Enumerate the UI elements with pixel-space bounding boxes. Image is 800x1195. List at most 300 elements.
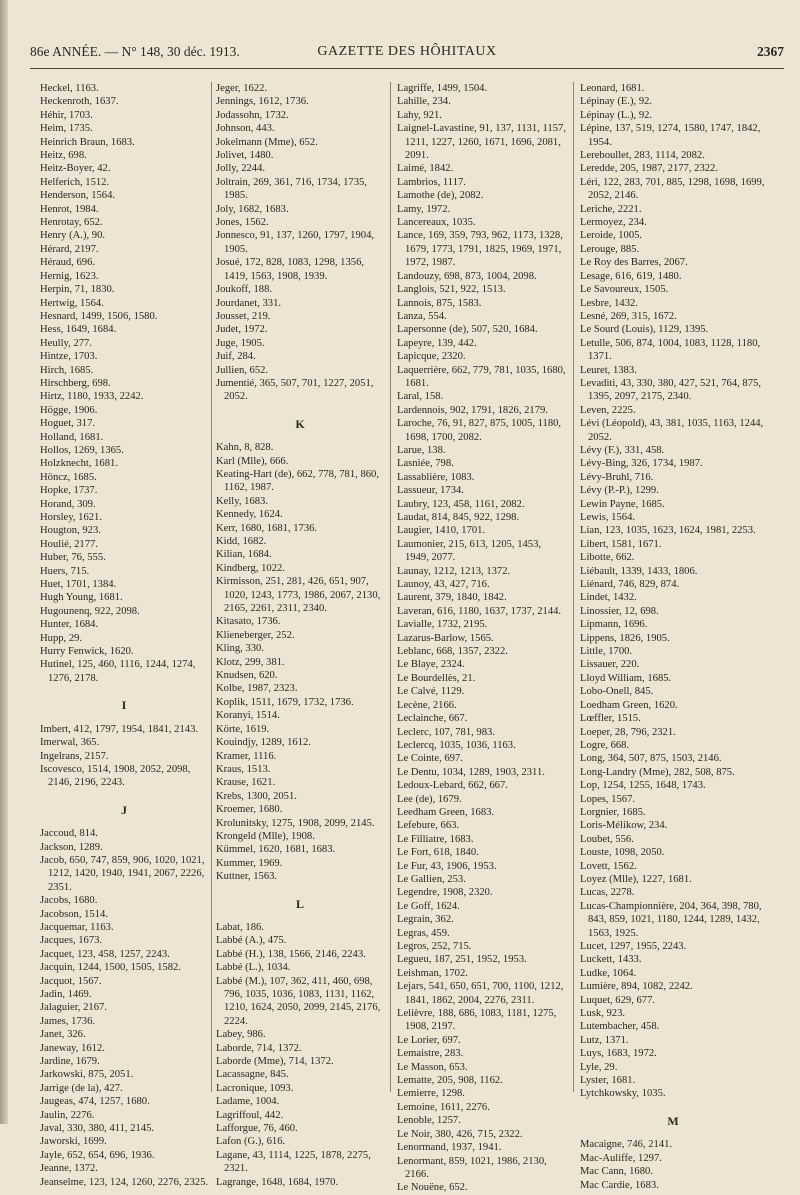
- index-entry: Jousset, 219.: [216, 310, 271, 322]
- index-entry: Jumentié, 365, 507, 701, 1227, 2051, 2052.: [216, 377, 374, 403]
- index-entry: Lassablière, 1083.: [397, 471, 475, 483]
- index-entry: Holland, 1681.: [40, 431, 104, 443]
- index-entry: Le Roy des Barres, 2067.: [580, 257, 688, 269]
- index-entry: Hernig, 1623.: [40, 270, 99, 282]
- index-entry: Kitasato, 1736.: [216, 616, 281, 628]
- index-entry: Huber, 76, 555.: [40, 552, 106, 564]
- index-entry: Lorgnier, 1685.: [580, 806, 646, 818]
- index-entry: Lermoyez, 234.: [580, 217, 647, 229]
- index-entry: Hoguet, 317.: [40, 418, 96, 430]
- index-entry: Imerwal, 365.: [40, 737, 100, 749]
- index-entry: Huers, 715.: [40, 565, 90, 577]
- index-entry: Heitz, 698.: [40, 150, 87, 162]
- index-column-2: [216, 82, 384, 1189]
- index-entry: Lafforgue, 76, 460.: [216, 1123, 298, 1135]
- index-entry: Le Savoureux, 1505.: [580, 284, 669, 296]
- index-entry: Labat, 186.: [216, 921, 264, 933]
- index-entry: Körte, 1619.: [216, 723, 270, 735]
- index-entry: Lapicque, 2320.: [397, 351, 466, 363]
- index-entry: Hunter, 1684.: [40, 619, 99, 631]
- index-entry: Höncz, 1685.: [40, 471, 97, 483]
- index-column-4: [580, 82, 766, 1192]
- index-entry: Hurry Fenwick, 1620.: [40, 646, 134, 658]
- index-entry: Levaditi, 43, 330, 380, 427, 521, 764, 875, 1395, 2097, 2175, 2340.: [580, 377, 761, 403]
- index-entry: Hopke, 1737.: [40, 485, 98, 497]
- index-entry: Le Goff, 1624.: [397, 900, 460, 912]
- index-entry: Lereboullet, 283, 1114, 2082.: [580, 150, 705, 162]
- index-entry: Jacobson, 1514.: [40, 908, 108, 920]
- index-entry: Lardennois, 902, 1791, 1826, 2179.: [397, 404, 548, 416]
- index-entry: Lusk, 923.: [580, 1008, 626, 1020]
- index-entry: Hougton, 923.: [40, 525, 101, 537]
- index-entry: Lassueur, 1734.: [397, 485, 464, 497]
- index-entry: Knudsen, 620.: [216, 670, 278, 682]
- index-entry: Lavialle, 1732, 2195.: [397, 619, 488, 631]
- index-entry: Loeper, 28, 796, 2321.: [580, 726, 676, 738]
- index-entry: Lahy, 921.: [397, 109, 442, 121]
- index-entry: Lejars, 541, 650, 651, 700, 1100, 1212, 1841, 1862, 2004, 2276, 2311.: [397, 981, 564, 1006]
- index-entry: Leredde, 205, 1987, 2177, 2322.: [580, 163, 718, 175]
- index-entry: Krause, 1621.: [216, 777, 276, 789]
- index-entry: Hirch, 1685.: [40, 364, 94, 376]
- index-entry: Lyster, 1681.: [580, 1075, 636, 1087]
- index-entry: Loyez (Mlle), 1227, 1681.: [580, 873, 692, 885]
- index-entry: Hugh Young, 1681.: [40, 592, 123, 604]
- index-entry: Jeanne, 1372.: [40, 1163, 98, 1175]
- index-entry: Le Lorier, 697.: [397, 1034, 461, 1046]
- index-entry: Leclerc, 107, 781, 983.: [397, 726, 495, 738]
- index-entry: Mac Cann, 1680.: [580, 1166, 653, 1178]
- section-letter: I: [121, 698, 127, 713]
- index-entry: Lépine, 137, 519, 1274, 1580, 1747, 1842, 1954.: [580, 123, 761, 148]
- index-entry: Josué, 172, 828, 1083, 1298, 1356, 1419, 1563, 1908, 1939.: [216, 257, 365, 282]
- index-entry: Lindet, 1432.: [580, 592, 637, 604]
- index-entry: Laborde (Mme), 714, 1372.: [216, 1056, 334, 1068]
- index-entry: Javal, 330, 380, 411, 2145.: [40, 1123, 155, 1135]
- index-entry: Le Sourd (Louis), 1129, 1395.: [580, 324, 709, 336]
- index-entry: Leclercq, 1035, 1036, 1163.: [397, 739, 516, 751]
- index-entry: Laral, 158.: [397, 391, 444, 403]
- index-entry: Jolly, 2244.: [216, 163, 266, 175]
- index-entry: Lee (de), 1679.: [397, 793, 462, 805]
- index-entry: Le Nouëne, 652.: [397, 1182, 468, 1194]
- index-entry: Joly, 1682, 1683.: [216, 203, 289, 215]
- index-entry: Lobo-Onell, 845.: [580, 686, 654, 698]
- index-entry: Louste, 1098, 2050.: [580, 847, 665, 859]
- index-entry: Laubry, 123, 458, 1161, 2082.: [397, 498, 525, 510]
- index-entry: Labbé (H.), 138, 1566, 2146, 2243.: [216, 948, 366, 960]
- index-entry: Labbé (L.), 1034.: [216, 962, 291, 974]
- index-entry: Jourdanet, 331.: [216, 297, 282, 309]
- index-entry: Laroche, 76, 91, 827, 875, 1005, 1180, 1698, 1700, 2082.: [397, 418, 562, 443]
- index-entry: Lévy (P.-P.), 1299.: [580, 485, 659, 497]
- index-entry: Le Blaye, 2324.: [397, 659, 465, 671]
- index-entry: Loedham Green, 1620.: [580, 699, 678, 711]
- index-entry: Le Fort, 618, 1840.: [397, 847, 479, 859]
- index-entry: Leedham Green, 1683.: [397, 806, 495, 818]
- index-entry: Kennedy, 1624.: [216, 509, 283, 521]
- index-entry: Högge, 1906.: [40, 404, 98, 416]
- index-entry: Jayle, 652, 654, 696, 1936.: [40, 1149, 155, 1161]
- index-entry: Heully, 277.: [40, 337, 92, 349]
- index-entry: Hirtz, 1180, 1933, 2242.: [40, 391, 144, 403]
- issue-info: 86e ANNÉE. — N° 148, 30 déc. 1913.: [30, 44, 240, 59]
- index-entry: Helferich, 1512.: [40, 176, 110, 188]
- index-entry: Judet, 1972.: [216, 324, 268, 336]
- index-entry: Hesnard, 1499, 1506, 1580.: [40, 310, 158, 322]
- index-entry: Lacassagne, 845.: [216, 1069, 289, 1081]
- index-entry: Lévi (Léopold), 43, 381, 1035, 1163, 1244, 2052.: [580, 418, 764, 443]
- index-entry: Hollos, 1269, 1365.: [40, 444, 124, 456]
- index-entry: Libert, 1581, 1671.: [580, 538, 662, 550]
- index-entry: Lematte, 205, 908, 1162.: [397, 1075, 503, 1087]
- index-entry: Lapeyre, 139, 442.: [397, 337, 477, 349]
- index-entry: Laveran, 616, 1180, 1637, 1737, 2144.: [397, 605, 562, 617]
- index-entry: Krongeld (Mlle), 1908.: [216, 830, 315, 842]
- index-entry: Heitz-Boyer, 42.: [40, 163, 111, 175]
- index-entry: Kuttner, 1563.: [216, 871, 278, 883]
- index-entry: Lenormant, 859, 1021, 1986, 2130, 2166.: [397, 1155, 547, 1180]
- index-entry: Horsley, 1621.: [40, 512, 102, 523]
- index-entry: Ingelrans, 2157.: [40, 750, 109, 762]
- index-entry: Lagriffoul, 442.: [216, 1109, 284, 1121]
- page-edge: [0, 0, 8, 1124]
- index-entry: Lerouge, 885.: [580, 243, 640, 255]
- index-entry: Luckett, 1433.: [580, 954, 642, 966]
- index-entry: Langlois, 521, 922, 1513.: [397, 284, 506, 296]
- index-entry: Kirmisson, 251, 281, 426, 651, 907, 1020, 1243, 1773, 1986, 2067, 2130, 2165, 2261, 2311, 2340.: [216, 576, 381, 615]
- index-entry: Launoy, 43, 427, 716.: [397, 579, 490, 591]
- index-entry: Jolivet, 1480.: [216, 150, 274, 162]
- index-column-1: [40, 82, 208, 1189]
- index-entry: Leroide, 1005.: [580, 230, 643, 242]
- index-entry: Juge, 1905.: [216, 337, 265, 349]
- index-entry: Legras, 459.: [397, 927, 450, 939]
- index-entry: Lipmann, 1696.: [580, 619, 648, 631]
- index-entry: Lloyd William, 1685.: [580, 672, 672, 684]
- index-entry: Le Masson, 653.: [397, 1061, 468, 1073]
- index-entry: Mac-Auliffe, 1297.: [580, 1152, 662, 1164]
- index-entry: Ladame, 1004.: [216, 1096, 280, 1108]
- index-entry: Lop, 1254, 1255, 1648, 1743.: [580, 780, 706, 792]
- index-entry: Jacques, 1673.: [40, 935, 103, 947]
- index-entry: Le Fur, 43, 1906, 1953.: [397, 860, 497, 872]
- index-entry: Lœffler, 1515.: [580, 713, 641, 725]
- index-entry: Karl (Mlle), 666.: [216, 455, 289, 467]
- index-entry: Janeway, 1612.: [40, 1042, 105, 1054]
- index-entry: Laugier, 1410, 1701.: [397, 525, 486, 537]
- index-entry: Kroemer, 1680.: [216, 804, 283, 816]
- index-entry: Lewin Payne, 1685.: [580, 498, 665, 510]
- index-entry: Herpin, 71, 1830.: [40, 284, 115, 296]
- index-entry: Hugounenq, 922, 2098.: [40, 605, 140, 617]
- index-entry: Labbé (A.), 475.: [216, 935, 287, 947]
- journal-title: GAZETTE DES HÔHITAUX: [317, 44, 497, 59]
- index-entry: Lancereaux, 1035.: [397, 217, 476, 229]
- index-entry: Jokelmann (Mme), 652.: [216, 136, 318, 148]
- index-entry: Lambrios, 1117.: [397, 176, 466, 188]
- index-entry: Lucas, 2278.: [580, 887, 635, 899]
- index-entry: Labey, 986.: [216, 1029, 266, 1041]
- index-entry: Hutinel, 125, 460, 1116, 1244, 1274, 1276, 2178.: [40, 659, 196, 684]
- index-entry: Koplik, 1511, 1679, 1732, 1736.: [216, 696, 354, 708]
- index-entry: Leclainche, 667.: [397, 713, 468, 725]
- index-entry: Heckel, 1163.: [40, 83, 99, 94]
- index-entry: Huet, 1701, 1384.: [40, 579, 117, 591]
- index-entry: Leishman, 1702.: [397, 967, 468, 979]
- index-entry: Le Cointe, 697.: [397, 753, 463, 765]
- index-entry: Lefebure, 663.: [397, 820, 460, 832]
- index-entry: Leuret, 1383.: [580, 364, 637, 376]
- index-entry: Laurent, 379, 1840, 1842.: [397, 592, 507, 604]
- index-entry: Lumière, 894, 1082, 2242.: [580, 981, 693, 993]
- index-entry: Keating-Hart (de), 662, 778, 781, 860, 1162, 1987.: [216, 468, 379, 494]
- index-entry: Landouzy, 698, 873, 1004, 2098.: [397, 270, 537, 282]
- index-entry: Lemaistre, 283.: [397, 1048, 464, 1060]
- index-entry: Jaugeas, 474, 1257, 1680.: [40, 1096, 150, 1108]
- index-entry: Heinrich Braun, 1683.: [40, 136, 135, 148]
- index-entry: Lévy-Bruhl, 716.: [580, 471, 654, 483]
- index-entry: Joukoff, 188.: [216, 284, 273, 296]
- index-entry: Hérard, 2197.: [40, 243, 99, 255]
- index-entry: Le Bourdellès, 21.: [397, 672, 476, 684]
- index-entry: Long, 364, 507, 875, 1503, 2146.: [580, 753, 722, 765]
- index-entry: Ludke, 1064.: [580, 967, 637, 979]
- index-entry: Jacquot, 1567.: [40, 975, 102, 987]
- index-entry: Hertwig, 1564.: [40, 297, 104, 309]
- index-entry: Kidd, 1682.: [216, 536, 267, 547]
- column-divider: [390, 82, 391, 1092]
- index-entry: Heckenroth, 1637.: [40, 96, 119, 108]
- index-entry: Lévy (F.), 331, 458.: [580, 444, 665, 456]
- index-entry: Jacobs, 1680.: [40, 895, 98, 907]
- index-entry: Le Noir, 380, 426, 715, 2322.: [397, 1128, 523, 1140]
- index-entry: Lacronique, 1093.: [216, 1082, 294, 1094]
- index-entry: Léri, 122, 283, 701, 885, 1298, 1698, 1699, 2052, 2146.: [580, 176, 765, 202]
- index-entry: Henry (A.), 90.: [40, 230, 106, 242]
- index-entry: Jaccoud, 814.: [40, 828, 98, 840]
- index-entry: Mac Cardie, 1683.: [580, 1179, 659, 1191]
- index-column-3: [397, 82, 567, 1195]
- index-entry: Loris-Mélikow, 234.: [580, 820, 668, 832]
- index-entry: Koranyi, 1514.: [216, 710, 280, 722]
- index-entry: Lelièvre, 188, 686, 1083, 1181, 1275, 1908, 2197.: [397, 1008, 557, 1033]
- index-entry: Lesné, 269, 315, 1672.: [580, 310, 677, 322]
- index-entry: Laignel-Lavastine, 91, 137, 1131, 1157, 1211, 1227, 1260, 1671, 1696, 2081, 2091.: [397, 123, 566, 162]
- index-entry: Long-Landry (Mme), 282, 508, 875.: [580, 766, 735, 778]
- index-entry: Lovett, 1562.: [580, 860, 637, 872]
- section-letter: M: [667, 1113, 679, 1128]
- index-entry: Jacquemar, 1163.: [40, 921, 114, 933]
- index-entry: Lagrange, 1648, 1684, 1970.: [216, 1176, 339, 1188]
- index-entry: Hintze, 1703.: [40, 351, 98, 363]
- index-entry: Lapersonne (de), 507, 520, 1684.: [397, 324, 538, 336]
- index-entry: Luys, 1683, 1972.: [580, 1048, 657, 1060]
- index-entry: Jacquin, 1244, 1500, 1505, 1582.: [40, 962, 181, 974]
- index-entry: Lahille, 234.: [397, 96, 451, 108]
- index-entry: James, 1736.: [40, 1015, 96, 1027]
- running-header: [30, 44, 784, 66]
- index-entry: Leblanc, 668, 1357, 2322.: [397, 646, 508, 658]
- index-entry: Legueu, 187, 251, 1952, 1953.: [397, 954, 527, 966]
- index-entry: Liébault, 1339, 1433, 1806.: [580, 565, 698, 577]
- index-entry: Kindberg, 1022.: [216, 562, 285, 574]
- index-entry: Labbé (M.), 107, 362, 411, 460, 698, 796, 1035, 1036, 1083, 1131, 1162, 1210, 1624, 2050, 2099, 2145, 2176, 2224.: [216, 975, 381, 1027]
- index-entry: Lépinay (E.), 92.: [580, 96, 653, 108]
- index-entry: Loubet, 556.: [580, 833, 634, 845]
- index-entry: Jeanselme, 123, 124, 1260, 2276, 2325.: [40, 1176, 209, 1188]
- index-entry: Jacquet, 123, 458, 1257, 2243.: [40, 948, 170, 960]
- index-entry: Lanza, 554.: [397, 310, 447, 322]
- index-entry: Jalaguier, 2167.: [40, 1002, 107, 1014]
- index-entry: Holzknecht, 1681.: [40, 458, 118, 470]
- index-entry: Jaulin, 2276.: [40, 1109, 95, 1121]
- index-entry: Lucet, 1297, 1955, 2243.: [580, 941, 687, 952]
- index-entry: Jacob, 650, 747, 859, 906, 1020, 1021, 1212, 1420, 1940, 1941, 2067, 2226, 2351.: [40, 854, 205, 893]
- index-entry: Lamy, 1972.: [397, 203, 451, 215]
- index-entry: Lafon (G.), 616.: [216, 1136, 286, 1148]
- index-entry: Kerr, 1680, 1681, 1736.: [216, 522, 318, 534]
- index-entry: Iscovesco, 1514, 1908, 2052, 2098, 2146, 2196, 2243.: [40, 763, 191, 789]
- index-entry: Kramer, 1116.: [216, 750, 277, 762]
- index-entry: Henrotay, 652.: [40, 217, 103, 229]
- index-entry: Hess, 1649, 1684.: [40, 324, 117, 336]
- index-entry: Lutembacher, 458.: [580, 1021, 660, 1033]
- index-entry: Lasniée, 798.: [397, 458, 454, 470]
- index-entry: Jodassohn, 1732.: [216, 109, 289, 121]
- index-entry: Jarrige (de la), 427.: [40, 1082, 123, 1094]
- index-entry: Kilian, 1684.: [216, 549, 272, 561]
- index-entry: Johnson, 443.: [216, 123, 275, 135]
- index-entry: Lagane, 43, 1114, 1225, 1878, 2275, 2321.: [216, 1149, 371, 1175]
- index-entry: Little, 1700.: [580, 646, 633, 658]
- index-entry: Kraus, 1513.: [216, 763, 271, 775]
- index-entry: Lian, 123, 1035, 1623, 1624, 1981, 2253.: [580, 525, 756, 537]
- index-entry: Klieneberger, 252.: [216, 629, 295, 641]
- index-entry: Macaigne, 746, 2141.: [580, 1139, 673, 1151]
- index-entry: Hupp, 29.: [40, 632, 83, 644]
- index-entry: Jaworski, 1699.: [40, 1136, 107, 1148]
- index-entry: Lesage, 616, 619, 1480.: [580, 270, 682, 282]
- index-entry: Lucas-Championnière, 204, 364, 398, 780, 843, 859, 1021, 1180, 1244, 1289, 1432, 1563, 1925.: [580, 900, 762, 939]
- index-entry: Jarkowski, 875, 2051.: [40, 1069, 134, 1081]
- index-entry: Laumonier, 215, 613, 1205, 1453, 1949, 2077.: [397, 538, 542, 564]
- index-entry: Jonnesco, 91, 137, 1260, 1797, 1904, 1905.: [216, 230, 375, 255]
- index-entry: Lytchkowsky, 1035.: [580, 1088, 666, 1100]
- index-entry: Lutz, 1371.: [580, 1034, 629, 1046]
- index-entry: Henderson, 1564.: [40, 190, 116, 202]
- index-entry: Hirschberg, 698.: [40, 377, 111, 389]
- index-entry: Kling, 330.: [216, 643, 264, 655]
- index-entry: Kahn, 8, 828.: [216, 442, 274, 454]
- index-entry: Horand, 309.: [40, 498, 96, 510]
- index-entry: Legrain, 362.: [397, 914, 454, 926]
- index-entry: Legendre, 1908, 2320.: [397, 887, 493, 899]
- section-letter: J: [121, 802, 127, 817]
- index-entry: Lyle, 29.: [580, 1061, 618, 1073]
- index-entry: Héraud, 696.: [40, 257, 96, 269]
- index-entry: Kümmel, 1620, 1681, 1683.: [216, 844, 336, 856]
- index-entry: Lance, 169, 359, 793, 962, 1173, 1328, 1679, 1773, 1791, 1825, 1969, 1971, 1972, 1987.: [397, 230, 563, 269]
- index-entry: Kummer, 1969.: [216, 857, 283, 869]
- index-entry: Jackson, 1289.: [40, 841, 103, 853]
- index-entry: Kolbe, 1987, 2323.: [216, 683, 298, 695]
- index-entry: Launay, 1212, 1213, 1372.: [397, 565, 511, 577]
- index-entry: Logre, 668.: [580, 739, 630, 751]
- header-rule: [30, 68, 784, 69]
- index-entry: Lewis, 1564.: [580, 512, 636, 523]
- index-entry: Jones, 1562.: [216, 217, 269, 229]
- index-entry: Krolunitsky, 1275, 1908, 2099, 2145.: [216, 817, 375, 829]
- index-entry: Legros, 252, 715.: [397, 941, 472, 952]
- index-entry: Lannois, 875, 1583.: [397, 297, 482, 309]
- column-divider: [211, 82, 212, 1092]
- index-entry: Ledoux-Lebard, 662, 667.: [397, 780, 508, 792]
- index-entry: Libotte, 662.: [580, 552, 635, 564]
- index-entry: Klotz, 299, 381.: [216, 656, 285, 668]
- index-entry: Kouindjy, 1289, 1612.: [216, 737, 311, 749]
- index-entry: Laudat, 814, 845, 922, 1298.: [397, 512, 520, 523]
- index-entry: Jadin, 1469.: [40, 989, 92, 1000]
- index-entry: Jardine, 1679.: [40, 1056, 100, 1068]
- index-entry: Houlié, 2177.: [40, 538, 98, 550]
- index-entry: Lépinay (L.), 92.: [580, 109, 653, 121]
- index-entry: Lenormand, 1937, 1941.: [397, 1142, 502, 1154]
- index-entry: Héhir, 1703.: [40, 109, 93, 121]
- page-number: 2367: [757, 44, 784, 59]
- index-entry: Jennings, 1612, 1736.: [216, 96, 309, 108]
- index-entry: Kelly, 1683.: [216, 495, 268, 507]
- index-entry: Le Calvé, 1129.: [397, 686, 465, 698]
- index-entry: Jeger, 1622.: [216, 83, 268, 94]
- index-entry: Le Gallien, 253.: [397, 873, 466, 885]
- index-entry: Lecène, 2166.: [397, 699, 457, 711]
- index-entry: Leonard, 1681.: [580, 83, 645, 94]
- index-entry: Lippens, 1826, 1905.: [580, 632, 670, 644]
- index-entry: Lazarus-Barlow, 1565.: [397, 632, 494, 644]
- index-entry: Lesbre, 1432.: [580, 297, 638, 309]
- index-entry: Lenoble, 1257.: [397, 1115, 461, 1127]
- index-entry: Juif, 284.: [216, 351, 256, 363]
- index-entry: Laquerrière, 662, 779, 781, 1035, 1680, 1681.: [397, 364, 566, 389]
- index-entry: Lissauer, 220.: [580, 659, 640, 671]
- index-entry: Lemierre, 1298.: [397, 1088, 465, 1100]
- index-entry: Liénard, 746, 829, 874.: [580, 579, 680, 591]
- index-entry: Krebs, 1300, 2051.: [216, 790, 297, 802]
- index-entry: Larue, 138.: [397, 444, 446, 456]
- index-entry: Lopes, 1567.: [580, 793, 636, 805]
- index-entry: Laborde, 714, 1372.: [216, 1042, 302, 1054]
- section-letter: L: [295, 896, 304, 911]
- index-entry: Imbert, 412, 1797, 1954, 1841, 2143.: [40, 723, 199, 735]
- index-entry: Leven, 2225.: [580, 404, 636, 416]
- index-entry: Le Filliatre, 1683.: [397, 833, 474, 845]
- index-entry: Jullien, 652.: [216, 364, 269, 376]
- index-entry: Laimé, 1842.: [397, 163, 454, 175]
- index-entry: Lemoine, 1611, 2276.: [397, 1101, 490, 1113]
- index-entry: Luquet, 629, 677.: [580, 994, 656, 1006]
- index-entry: Lamothe (de), 2082.: [397, 190, 484, 202]
- index-entry: Linossier, 12, 698.: [580, 605, 659, 617]
- index-entry: Letulle, 506, 874, 1004, 1083, 1128, 1180, 1371.: [580, 337, 761, 363]
- index-entry: Le Dentu, 1034, 1289, 1903, 2311.: [397, 766, 545, 778]
- index-entry: Lagriffe, 1499, 1504.: [397, 83, 488, 94]
- index-entry: Joltrain, 269, 361, 716, 1734, 1735, 1985.: [216, 176, 367, 202]
- section-letter: K: [295, 416, 305, 431]
- index-entry: Janet, 326.: [40, 1029, 86, 1041]
- index-entry: Leriche, 2221.: [580, 203, 642, 215]
- index-entry: Henrot, 1984.: [40, 203, 99, 215]
